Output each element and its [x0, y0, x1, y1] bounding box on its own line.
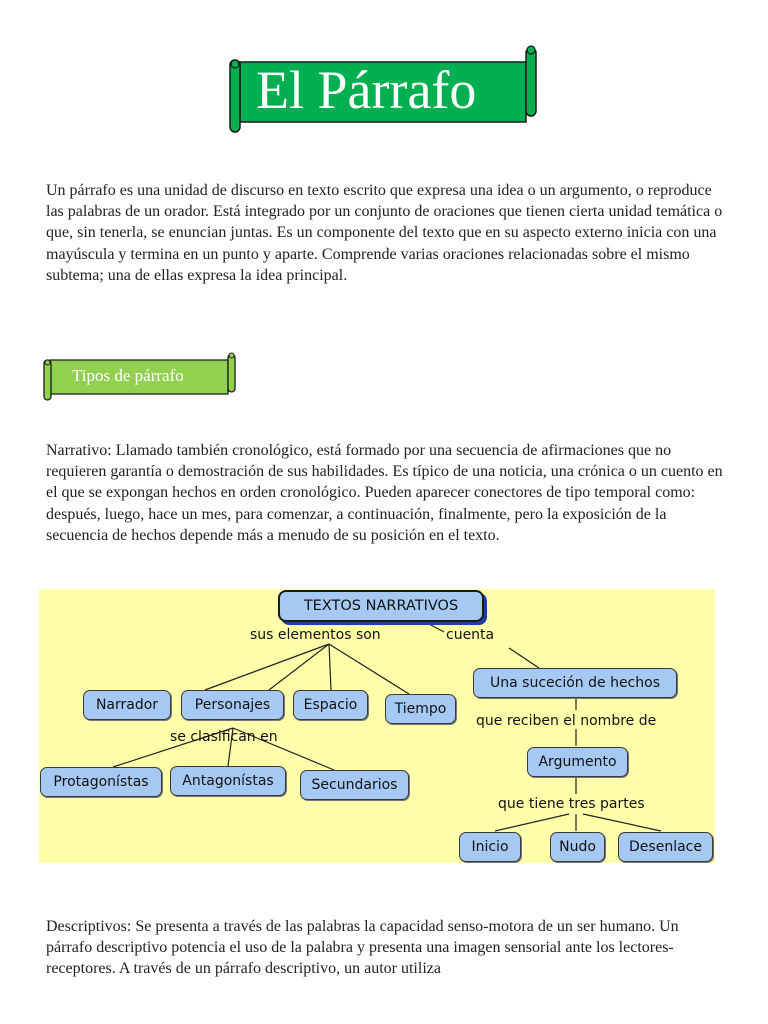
link-label-clasifican: se clasifican en	[170, 729, 278, 745]
connector-line	[583, 814, 661, 831]
intro-paragraph: Un párrafo es una unidad de discurso en texto escrito que expresa una idea o un argumento, o reproduce las palabras de un orador. Está integrado por un conjunto de oraciones que tienen cierta unidad temática o que, sin tenerla, se enuncian juntas. Es un componente del texto que en su aspecto externo inicia con una mayúscula y termina en un punto y aparte. Comprende varias oraciones relacionadas sobre el mismo subtema; una de ellas expresa la idea principal.	[46, 182, 723, 284]
section-title: Tipos de párrafo	[72, 366, 184, 385]
connector-line	[329, 644, 331, 690]
connector-line	[509, 648, 539, 668]
narrativo-paragraph	[46, 440, 726, 546]
link-label-partes: que tiene tres partes	[498, 796, 645, 812]
link-label-nombre: que reciben el nombre de	[476, 713, 657, 729]
connector-line	[329, 644, 409, 694]
concept-map	[39, 589, 715, 863]
node-personajes: Personajes	[181, 690, 284, 720]
node-secundarios: Secundarios	[300, 770, 409, 800]
node-antagonistas: Antagonístas	[170, 766, 286, 796]
link-label-cuenta: cuenta	[446, 627, 495, 643]
node-argumento: Argumento	[527, 747, 628, 777]
node-desenlace: Desenlace	[618, 832, 713, 862]
node-narrador: Narrador	[83, 690, 171, 720]
link-label-elementos: sus elementos son	[250, 627, 381, 643]
connector-line	[205, 644, 329, 690]
node-espacio: Espacio	[293, 690, 368, 720]
title-banner	[226, 44, 540, 136]
page-title: El Párrafo	[256, 60, 477, 120]
node-protagonistas: Protagonístas	[40, 767, 162, 797]
node-textos-narrativos: TEXTOS NARRATIVOS	[278, 590, 484, 622]
section-banner	[42, 352, 236, 402]
descriptivos-paragraph: Descriptivos: Se presenta a través de las palabras la capacidad senso-motora de un ser humano. Un párrafo descriptivo potencia el uso de la palabra y presenta una imagen sensorial ante los lectores-receptores. A través de un párrafo descriptivo, un autor utiliza	[46, 918, 679, 978]
node-sucesion-hechos: Una suceción de hechos	[473, 668, 677, 698]
narrativo-term: Narrativo:	[46, 442, 112, 459]
connector-line	[269, 644, 329, 690]
connector-line	[429, 624, 444, 632]
node-tiempo: Tiempo	[385, 694, 456, 724]
connector-line	[495, 814, 569, 831]
node-inicio: Inicio	[459, 832, 521, 862]
node-nudo: Nudo	[550, 832, 605, 862]
narrativo-text: Llamado también cronológico, está formado por una secuencia de afirmaciones que no requieren garantía o demostración de sus habilidades. Es típico de una noticia, una crónica o un cuento en el que se expongan hechos en orden cronológico. Pueden aparecer conectores de tipo temporal como: después, luego, hace un mes, para comenzar, a continuación, finalmente, pero la exposición de la secuencia de hechos depende más a menudo de su posición en el texto.	[46, 442, 723, 544]
